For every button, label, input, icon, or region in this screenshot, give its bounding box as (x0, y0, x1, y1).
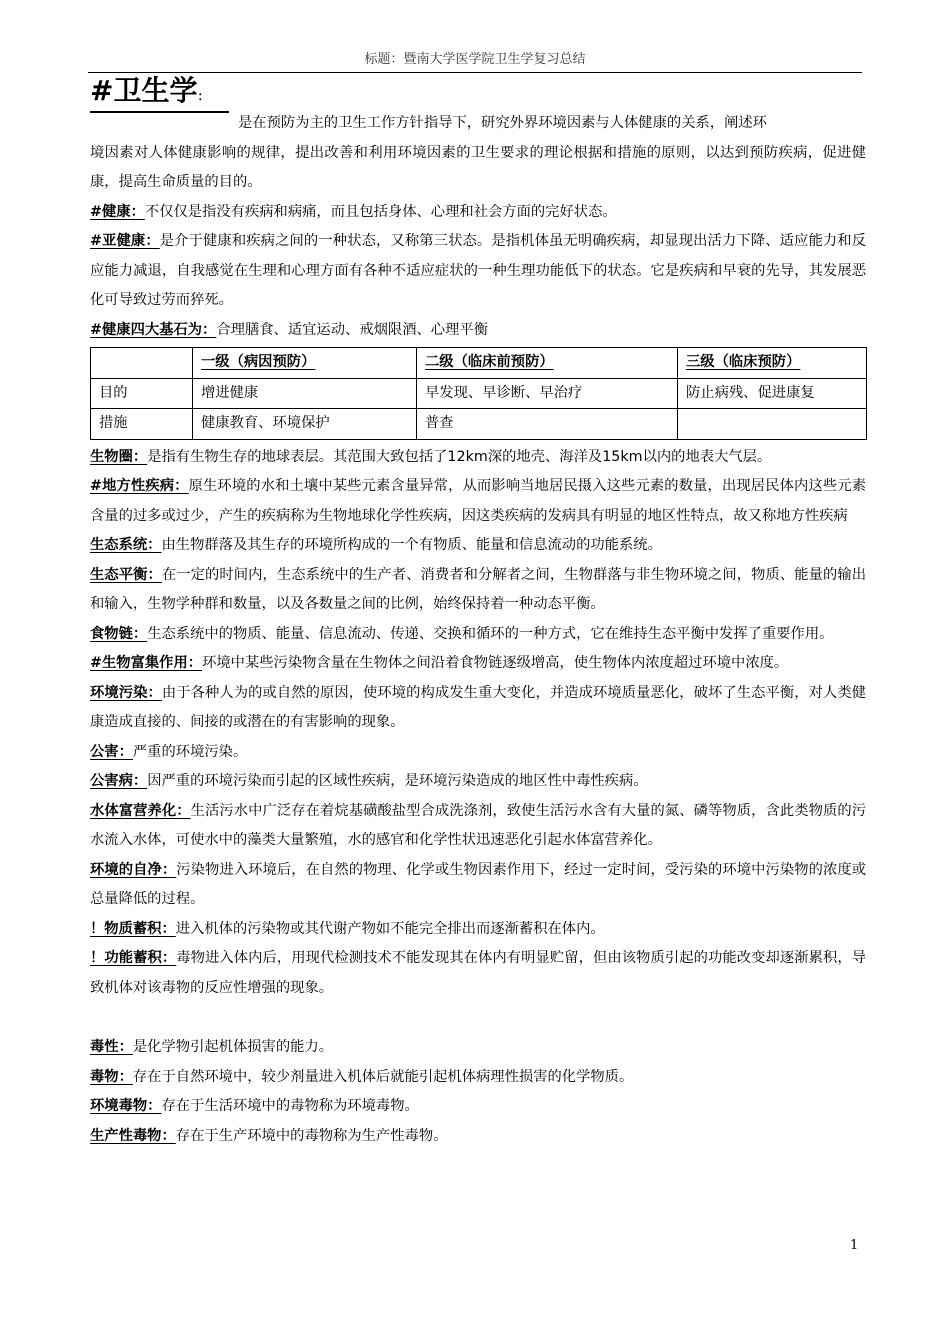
definition-term: ！物质蓄积： (90, 920, 176, 937)
definition-entry (90, 944, 866, 1003)
header-rule (88, 72, 862, 73)
page-number: 1 (850, 1238, 859, 1253)
document-body (90, 76, 866, 1151)
definition-text: 存在于自然环境中，较少剂量进入机体后就能引起机体病理性损害的化学物质。 (132, 1068, 634, 1085)
definition-entry (90, 472, 866, 531)
definition-text: 环境中某些污染物含量在生物体之间沿着食物链逐级增高，使生物体内浓度超过环境中浓度。 (202, 655, 789, 671)
intro-definition-rest: 境因素对人体健康影响的规律，提出改善和利用环境因素的卫生要求的理论根据和措施的原则，以达到预防疾病，促进健康，提高生命质量的目的。 (90, 144, 866, 190)
definition-text: 是指有生物生存的地球表层。其范围大致包括了12km深的地壳、海洋及15km以内的地表大气层。 (147, 448, 772, 465)
page-title (90, 76, 229, 113)
entries-after-table (90, 443, 866, 1004)
definition-text: 由于各种人为的或自然的原因，使环境的构成发生重大变化，并造成环境质量恶化，破坏了生态平衡，对人类健康造成直接的、间接的或潜在的有害影响的现象。 (90, 684, 866, 730)
definition-entry (90, 1063, 866, 1093)
title-block (90, 76, 866, 139)
definition-entry (90, 738, 866, 768)
table-header-cell (193, 348, 417, 379)
definition-text: 原生环境的水和土壤中某些元素含量异常，从而影响当地居民摄入这些元素的数量，出现居民体内这些元素含量的过多或过少，产生的疾病称为生物地球化学性疾病，因这类疾病的发病具有明显的地区性特点，故又称地方性疾病 (90, 478, 866, 524)
definition-text: 存在于生产环境中的毒物称为生产性毒物。 (175, 1127, 448, 1144)
definition-text: 存在于生活环境中的毒物称为环境毒物。 (161, 1098, 419, 1114)
definition-entry (90, 649, 866, 679)
table-cell: 健康教育、环境保护 (193, 409, 417, 440)
table-header-label: 二级（临床前预防） (425, 354, 554, 370)
definition-term: #地方性疾病： (90, 478, 189, 494)
definition-term: 毒物： (90, 1068, 133, 1085)
page-title-colon: ： (197, 89, 210, 103)
definition-text: 毒物进入体内后，用现代检测技术不能发现其在体内有明显贮留，但由该物质引起的功能改变却逐渐累积，导致机体对该毒物的反应性增强的现象。 (90, 950, 866, 996)
table-cell: 普查 (417, 409, 678, 440)
table-cell: 措施 (91, 409, 193, 440)
definition-entry (90, 443, 866, 473)
definition-term: #健康四大基石为： (90, 321, 217, 338)
definition-entry (90, 767, 866, 797)
definition-text: 进入机体的污染物或其代谢产物如不能完全排出而逐渐蓄积在体内。 (175, 920, 605, 937)
definition-term: 水体富营养化： (90, 802, 191, 819)
definition-entry (90, 679, 866, 738)
table-header-cell (417, 348, 678, 379)
definition-entry (90, 856, 866, 915)
definition-text: 由生物群落及其生存的环境所构成的一个有物质、能量和信息流动的功能系统。 (161, 537, 662, 553)
definition-text: 生活污水中广泛存在着烷基磺酸盐型合成洗涤剂，致使生活污水含有大量的氮、磷等物质，含此类物质的污水流入水体，可使水中的藻类大量繁殖，水的感官和化学性状迅速恶化引起水体富营养化。 (90, 802, 867, 848)
definition-text: 是化学物引起机体损害的能力。 (132, 1039, 334, 1055)
table-header-label: 一级（病因预防） (201, 354, 316, 370)
entries-before-table (90, 198, 866, 346)
definition-term: #亚健康： (90, 233, 160, 249)
definition-term: 环境的自净： (90, 861, 177, 878)
definition-term: 生态平衡： (90, 566, 162, 583)
table-header-cell (91, 348, 193, 379)
definition-term: #生物富集作用： (90, 655, 203, 671)
definition-text: 在一定的时间内，生态系统中的生产者、消费者和分解者之间，生物群落与非生物环境之间，物质、能量的输出和输入，生物学种群和数量，以及各数量之间的比例，始终保持着一种动态平衡。 (90, 566, 866, 612)
definition-term: 生物圈： (90, 448, 148, 465)
definition-term: 毒性： (90, 1039, 133, 1055)
table-cell: 防止病残、促进康复 (678, 378, 867, 409)
definition-text: 因严重的环境污染而引起的区域性疾病，是环境污染造成的地区性中毒性疾病。 (147, 773, 648, 789)
table-cell: 早发现、早诊断、早治疗 (417, 378, 678, 409)
definition-entry (90, 1092, 866, 1122)
definition-term: 生态系统： (90, 537, 162, 553)
intro-definition-line1: 是在预防为主的卫生工作方针指导下，研究外界环境因素与人体健康的关系，阐述环 (238, 115, 767, 131)
definition-entry (90, 561, 866, 620)
definition-entry (90, 1122, 866, 1152)
definition-entry (90, 531, 866, 561)
definition-term: 生产性毒物： (90, 1127, 176, 1144)
definition-term: ！功能蓄积： (90, 950, 177, 966)
definition-text: 生态系统中的物质、能量、信息流动、传递、交换和循环的一种方式，它在维持生态平衡中发挥了重要作用。 (147, 625, 834, 642)
definition-entry (90, 620, 866, 650)
table-header-label: 三级（临床预防） (686, 354, 801, 370)
table-row (91, 409, 867, 440)
definition-text: 是介于健康和疾病之间的一种状态，又称第三状态。是指机体虽无明确疾病，却显现出活力下降、适应能力和反应能力减退，自我感觉在生理和心理方面有各种不适应症状的一种生理功能低下的状态。它是疾病和早衰的先导，其发展恶化可导致过劳而猝死。 (90, 233, 866, 308)
definition-entry (90, 915, 866, 945)
definition-text: 不仅仅是指没有疾病和病痛，而且包括身体、心理和社会方面的完好状态。 (144, 203, 617, 220)
definition-entry (90, 1033, 866, 1063)
definition-term: 环境污染： (90, 684, 162, 701)
definition-term: 公害病： (90, 773, 148, 789)
definition-text: 合理膳食、适宜运动、戒烟限酒、心理平衡 (216, 321, 488, 338)
table-row (91, 378, 867, 409)
definition-entry (90, 797, 866, 856)
definition-term: #健康： (90, 203, 145, 220)
definition-text: 污染物进入环境后，在自然的物理、化学或生物因素作用下，经过一定时间，受污染的环境中污染物的浓度或总量降低的过程。 (90, 861, 866, 907)
page-title-text: #卫生学 (90, 74, 198, 107)
prevention-levels-table (90, 347, 867, 440)
table-cell: 增进健康 (193, 378, 417, 409)
definition-text: 严重的环境污染。 (132, 743, 248, 760)
running-header: 标题：暨南大学医学院卫生学复习总结 (364, 52, 586, 67)
definition-entry (90, 227, 866, 316)
table-cell (678, 409, 867, 440)
definition-term: 环境毒物： (90, 1098, 162, 1114)
table-header-cell (678, 348, 867, 379)
definition-entry (90, 316, 866, 346)
definition-entry (90, 198, 866, 228)
blank-gap (90, 1003, 866, 1033)
entries-after-gap (90, 1033, 866, 1151)
definition-term: 食物链： (90, 625, 148, 642)
table-cell: 目的 (91, 378, 193, 409)
table-header-row (91, 348, 867, 379)
definition-term: 公害： (90, 743, 133, 760)
